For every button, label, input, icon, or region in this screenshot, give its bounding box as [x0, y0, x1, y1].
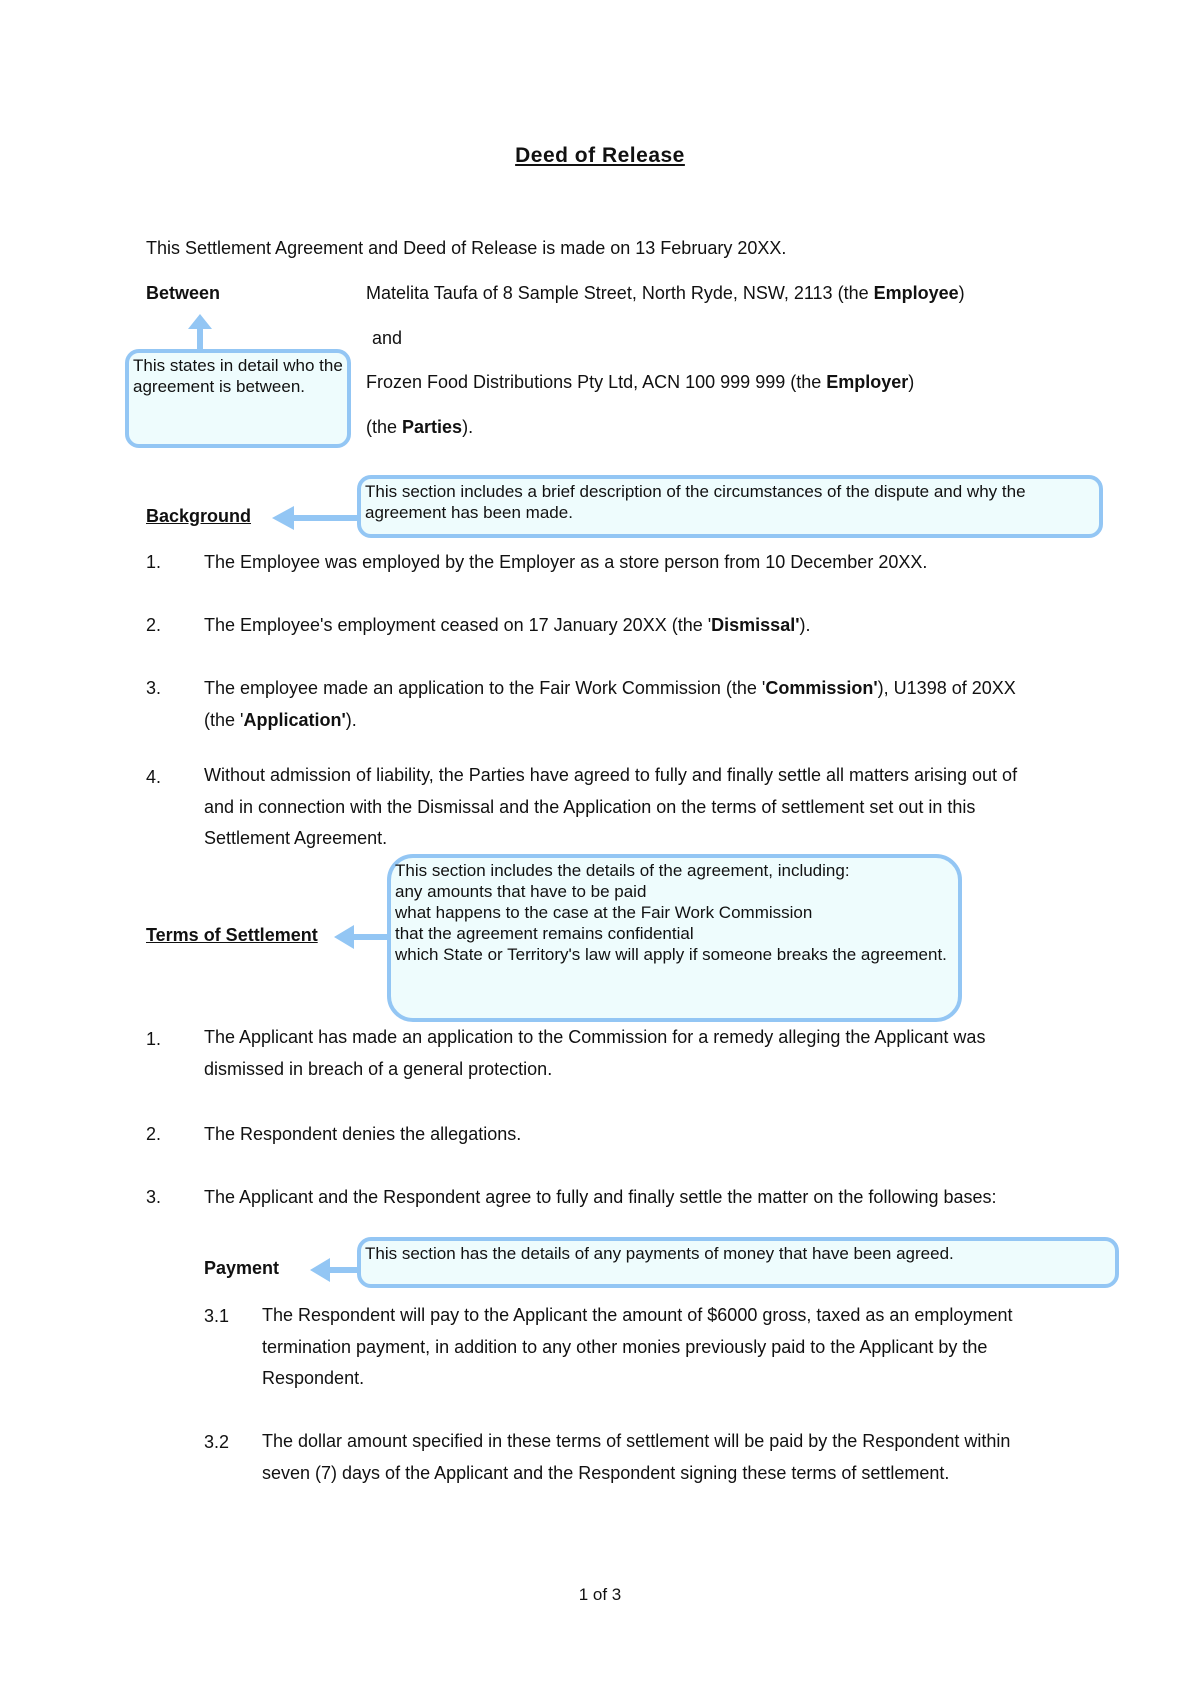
- commission-text: The employee made an application to the Fair Work Commission (the ': [204, 678, 766, 698]
- background-arrow-icon: [272, 506, 360, 530]
- employee-party-text: Matelita Taufa of 8 Sample Street, North Ryde, NSW, 2113 (the: [366, 283, 874, 303]
- employer-term: Employer: [826, 372, 909, 392]
- application-text: ), U1398 of 20XX (the ': [204, 678, 1016, 730]
- parties-callout-text: This states in detail who the agreement is between.: [133, 356, 343, 396]
- dismissal-text: The Employee's employment ceased on 17 January 20XX (the ': [204, 615, 712, 635]
- page-number: 1 of 3: [578, 1585, 622, 1604]
- payment-arrow-icon: [310, 1258, 362, 1282]
- payment-item-2-number: 3.2: [204, 1432, 230, 1452]
- background-item-1-number: 1.: [146, 552, 162, 572]
- background-item-4-number: 4.: [146, 767, 162, 787]
- parties-arrow-icon: [188, 314, 212, 350]
- background-item-3-number: 3.: [146, 678, 162, 698]
- commission-term: Commission': [765, 678, 878, 698]
- payment-item-1: The Respondent will pay to the Applicant the amount of $6000 gross, taxed as an employment termination payment, in addition to any other monies previously paid to the Applicant by the Respondent.: [262, 1305, 1013, 1388]
- terms-callout-item: that the agreement remains confidential: [395, 924, 694, 943]
- terms-item-3-number: 3.: [146, 1187, 162, 1207]
- background-item-1: The Employee was employed by the Employer as a store person from 10 December 20XX.: [204, 552, 928, 572]
- document-title: Deed of Release: [515, 144, 685, 167]
- terms-callout: [387, 854, 962, 1022]
- payment-heading: Payment: [204, 1258, 280, 1278]
- application-suffix: ).: [345, 709, 357, 730]
- terms-item-1-number: 1.: [146, 1029, 162, 1049]
- background-heading: Background: [146, 506, 252, 526]
- payment-item-1-number: 3.1: [204, 1306, 230, 1326]
- parties-callout: [125, 349, 351, 448]
- terms-arrow-icon: [334, 925, 390, 949]
- terms-callout-item: what happens to the case at the Fair Work Commission: [395, 903, 813, 922]
- payment-item-2: The dollar amount specified in these terms of settlement will be paid by the Respondent within seven (7) days of the Applicant and the Respondent signing these terms of settlement.: [262, 1431, 1011, 1483]
- intro-text: This Settlement Agreement and Deed of Release is made on 13 February 20XX.: [146, 238, 787, 258]
- employee-term: Employee: [873, 283, 959, 303]
- parties-prefix: (the: [366, 417, 403, 437]
- employer-suffix: ): [908, 372, 915, 392]
- terms-callout-item: which State or Territory's law will apply if someone breaks the agreement.: [395, 945, 947, 964]
- background-callout-text: This section includes a brief description of the circumstances of the dispute and why the agreement has been made.: [365, 482, 1026, 522]
- parties-term: Parties: [402, 417, 463, 437]
- terms-item-2-number: 2.: [146, 1124, 162, 1144]
- dismissal-suffix: ).: [799, 615, 811, 635]
- background-item-4: Without admission of liability, the Parties have agreed to fully and finally settle all matters arising out of and in connection with the Dismissal and the Application on the terms of settlement set out in this Settlement Agreement.: [204, 765, 1018, 848]
- dismissal-term: Dismissal': [711, 615, 800, 635]
- employee-suffix: ): [958, 283, 965, 303]
- background-item-2: [204, 610, 1044, 642]
- parties-suffix: ).: [462, 417, 474, 437]
- terms-callout-item: any amounts that have to be paid: [395, 882, 647, 901]
- terms-callout-intro: This section includes the details of the agreement, including:: [395, 861, 850, 880]
- background-item-2-number: 2.: [146, 615, 162, 635]
- between-label: Between: [146, 283, 221, 303]
- terms-item-3: The Applicant and the Respondent agree to fully and finally settle the matter on the following bases:: [204, 1187, 997, 1207]
- background-callout: [357, 475, 1103, 538]
- terms-item-2: The Respondent denies the allegations.: [204, 1124, 522, 1144]
- employee-party: [366, 278, 965, 309]
- parties-definition: [366, 412, 473, 443]
- payment-callout: [357, 1237, 1119, 1288]
- employer-party-text: Frozen Food Distributions Pty Ltd, ACN 100 999 999 (the: [366, 372, 827, 392]
- terms-heading: Terms of Settlement: [146, 925, 318, 945]
- employer-party: [366, 367, 914, 398]
- payment-callout-text: This section has the details of any payments of money that have been agreed.: [365, 1244, 954, 1263]
- terms-item-1: The Applicant has made an application to the Commission for a remedy alleging the Applicant was dismissed in breach of a general protection.: [204, 1027, 986, 1079]
- background-item-3: [204, 673, 1044, 736]
- and-text: and: [372, 328, 403, 348]
- application-term: Application': [243, 709, 346, 730]
